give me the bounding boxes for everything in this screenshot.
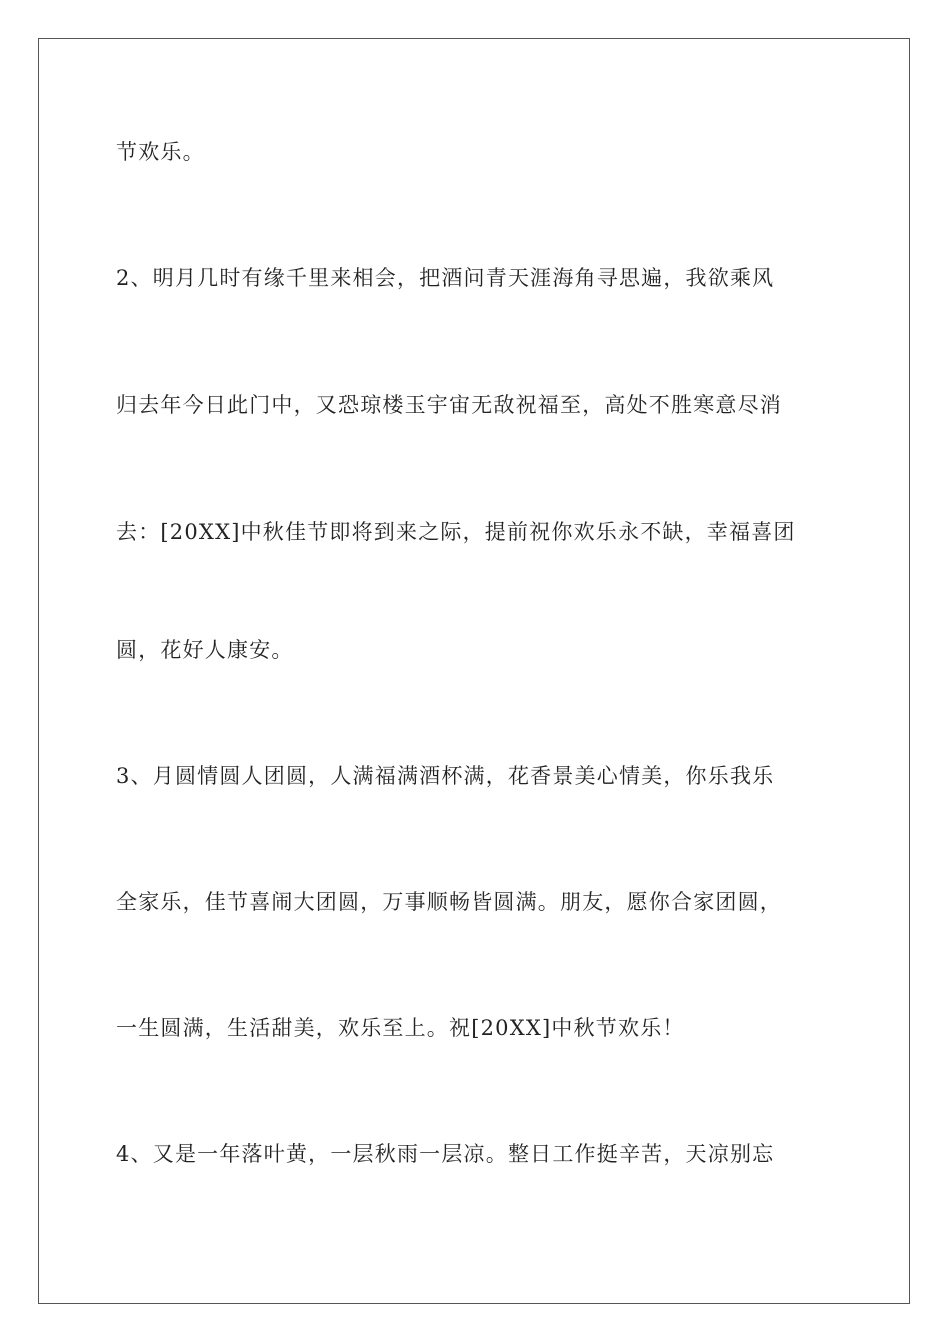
- text-line: 归去年今日此门中，又恐琼楼玉宇宙无敌祝福至，高处不胜寒意尽消: [116, 393, 782, 417]
- text-line: 圆，花好人康安。: [116, 638, 294, 662]
- text-line: 一生圆满，生活甜美，欢乐至上。祝[20XX]中秋节欢乐！: [116, 1016, 685, 1040]
- text-line: 去：[20XX]中秋佳节即将到来之际，提前祝你欢乐永不缺，幸福喜团: [116, 520, 796, 544]
- page-border: [38, 38, 910, 1304]
- text-line: 全家乐，佳节喜闹大团圆，万事顺畅皆圆满。朋友，愿你合家团圆，: [116, 890, 782, 914]
- text-line: 3、月圆情圆人团圆，人满福满酒杯满，花香景美心情美，你乐我乐: [116, 764, 775, 788]
- text-line: 节欢乐。: [116, 140, 205, 164]
- text-line: 4、又是一年落叶黄，一层秋雨一层凉。整日工作挺辛苦，天凉别忘: [116, 1142, 775, 1166]
- text-line: 2、明月几时有缘千里来相会，把酒问青天涯海角寻思遍，我欲乘风: [116, 266, 775, 290]
